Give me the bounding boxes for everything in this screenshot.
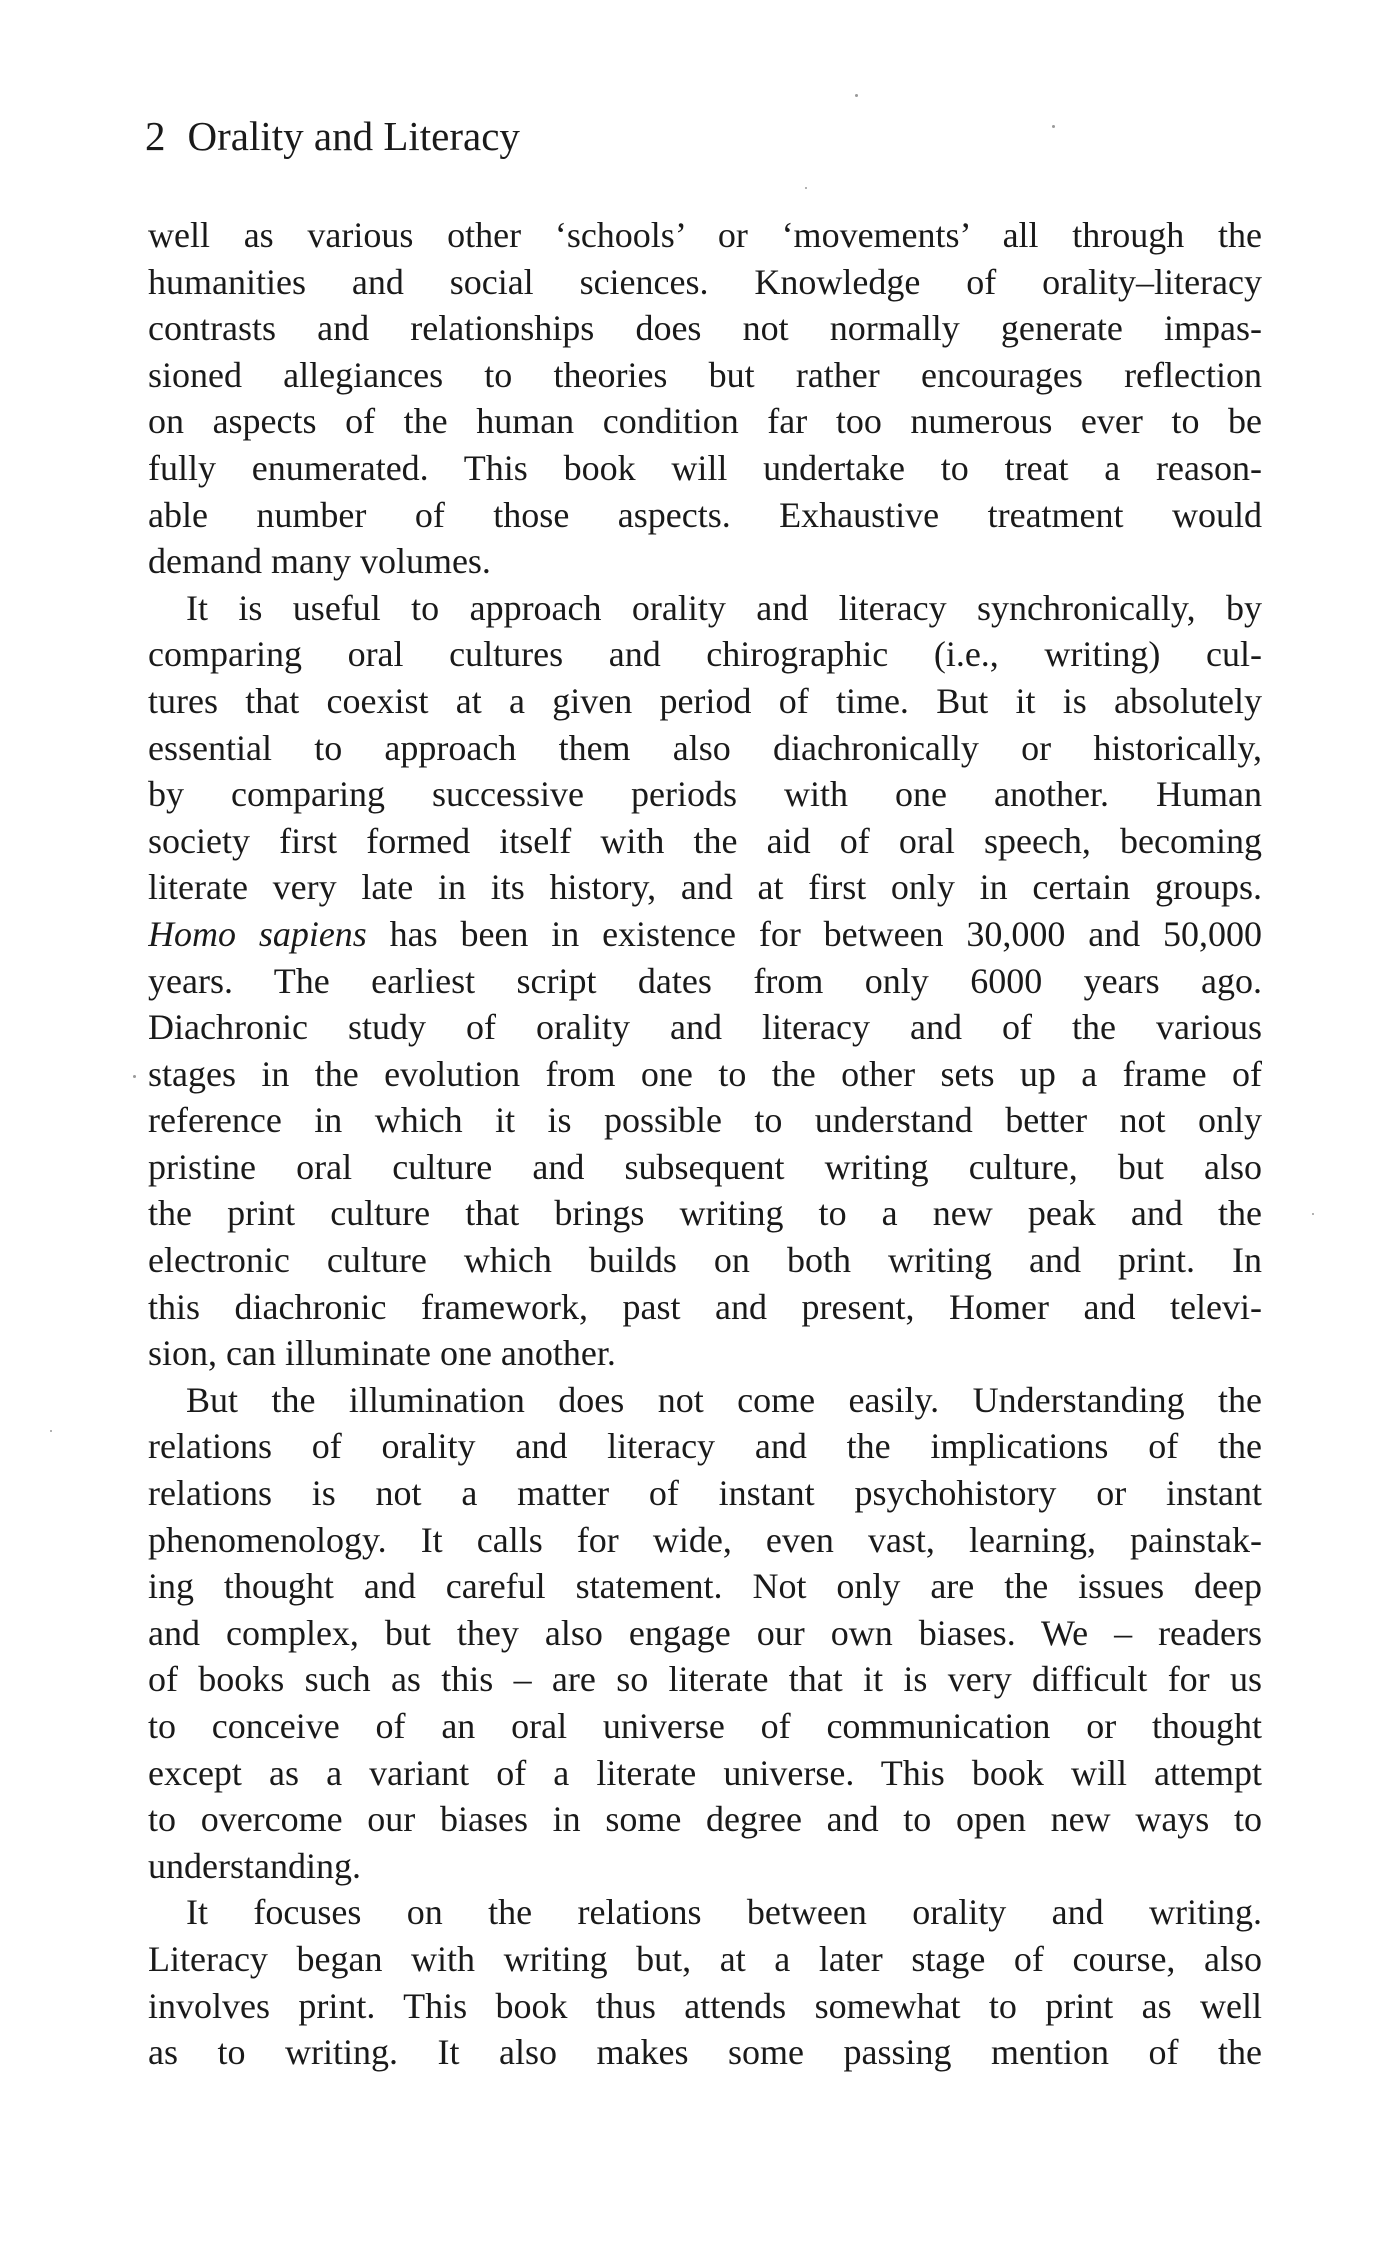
text-line: relations is not a matter of instant psychohistory or instant [148, 1473, 1262, 1514]
text-line: fully enumerated. This book will undertake to treat a reason- [148, 447, 1262, 488]
body-text [148, 212, 1262, 2076]
text-line: Diachronic study of orality and literacy and of the various [148, 1007, 1262, 1048]
paragraph-start-line: But the illumination does not come easily. Understanding the [186, 1379, 1262, 1420]
scan-speck [1052, 125, 1055, 128]
scan-speck [133, 1075, 136, 1078]
text-line: society first formed itself with the aid of oral speech, becoming [148, 820, 1262, 861]
paragraph-start-line: It is useful to approach orality and literacy synchronically, by [186, 587, 1262, 628]
text-line: electronic culture which builds on both writing and print. In [148, 1240, 1262, 1281]
text-line: on aspects of the human condition far too numerous ever to be [148, 401, 1262, 442]
text-line: of books such as this – are so literate that it is very difficult for us [148, 1659, 1262, 1700]
text-line [148, 911, 1262, 958]
text-line: essential to approach them also diachronically or historically, [148, 727, 1262, 768]
text-line: except as a variant of a literate universe. This book will attempt [148, 1752, 1262, 1793]
text-line: involves print. This book thus attends somewhat to print as well [148, 1985, 1262, 2026]
text-line: to overcome our biases in some degree and to open new ways to [148, 1799, 1262, 1840]
text-line: ing thought and careful statement. Not only are the issues deep [148, 1566, 1262, 1607]
text-line: to conceive of an oral universe of communication or thought [148, 1706, 1262, 1746]
text-line: by comparing successive periods with one another. Human [148, 774, 1262, 815]
text-line: sion, can illuminate one another. [148, 1333, 616, 1374]
text-line: well as various other ‘schools’ or ‘movements’ all through the [148, 215, 1262, 255]
scan-speck [805, 187, 807, 189]
text-line: phenomenology. It calls for wide, even vast, learning, painstak- [148, 1519, 1262, 1560]
text-line: and complex, but they also engage our own biases. We – readers [148, 1612, 1262, 1653]
scan-speck [50, 1430, 52, 1432]
text-line: years. The earliest script dates from only 6000 years ago. [148, 960, 1262, 1001]
running-head [145, 112, 520, 160]
italic-term: Homo sapiens [148, 913, 367, 954]
text-line: pristine oral culture and subsequent writing culture, but also [148, 1146, 1262, 1187]
text-line: reference in which it is possible to understand better not only [148, 1100, 1262, 1141]
scan-speck [1312, 1213, 1314, 1215]
text-line: literate very late in its history, and at first only in certain groups. [148, 867, 1262, 908]
page-number: 2 [145, 113, 166, 159]
text-line-rest: has been in existence for between 30,000 and 50,000 [389, 913, 1262, 954]
text-line: this diachronic framework, past and present, Homer and televi- [148, 1286, 1262, 1327]
text-line: contrasts and relationships does not normally generate impas- [148, 308, 1262, 349]
text-line: demand many volumes. [148, 541, 491, 582]
text-line: as to writing. It also makes some passing mention of the [148, 2032, 1262, 2073]
running-title: Orality and Literacy [187, 113, 520, 159]
text-line: Literacy began with writing but, at a later stage of course, also [148, 1938, 1262, 1979]
text-line: comparing oral cultures and chirographic (i.e., writing) cul- [148, 634, 1262, 675]
text-line: stages in the evolution from one to the other sets up a frame of [148, 1053, 1262, 1094]
text-line: humanities and social sciences. Knowledge of orality–literacy [148, 261, 1262, 302]
text-line: the print culture that brings writing to a new peak and the [148, 1193, 1262, 1234]
text-line: tures that coexist at a given period of time. But it is absolutely [148, 680, 1262, 721]
text-line: able number of those aspects. Exhaustive treatment would [148, 494, 1262, 535]
text-line: sioned allegiances to theories but rather encourages reflection [148, 354, 1262, 395]
scan-speck [855, 94, 858, 97]
paragraph-start-line: It focuses on the relations between orality and writing. [186, 1892, 1262, 1933]
text-line: relations of orality and literacy and the implications of the [148, 1426, 1262, 1467]
text-line: understanding. [148, 1845, 361, 1886]
